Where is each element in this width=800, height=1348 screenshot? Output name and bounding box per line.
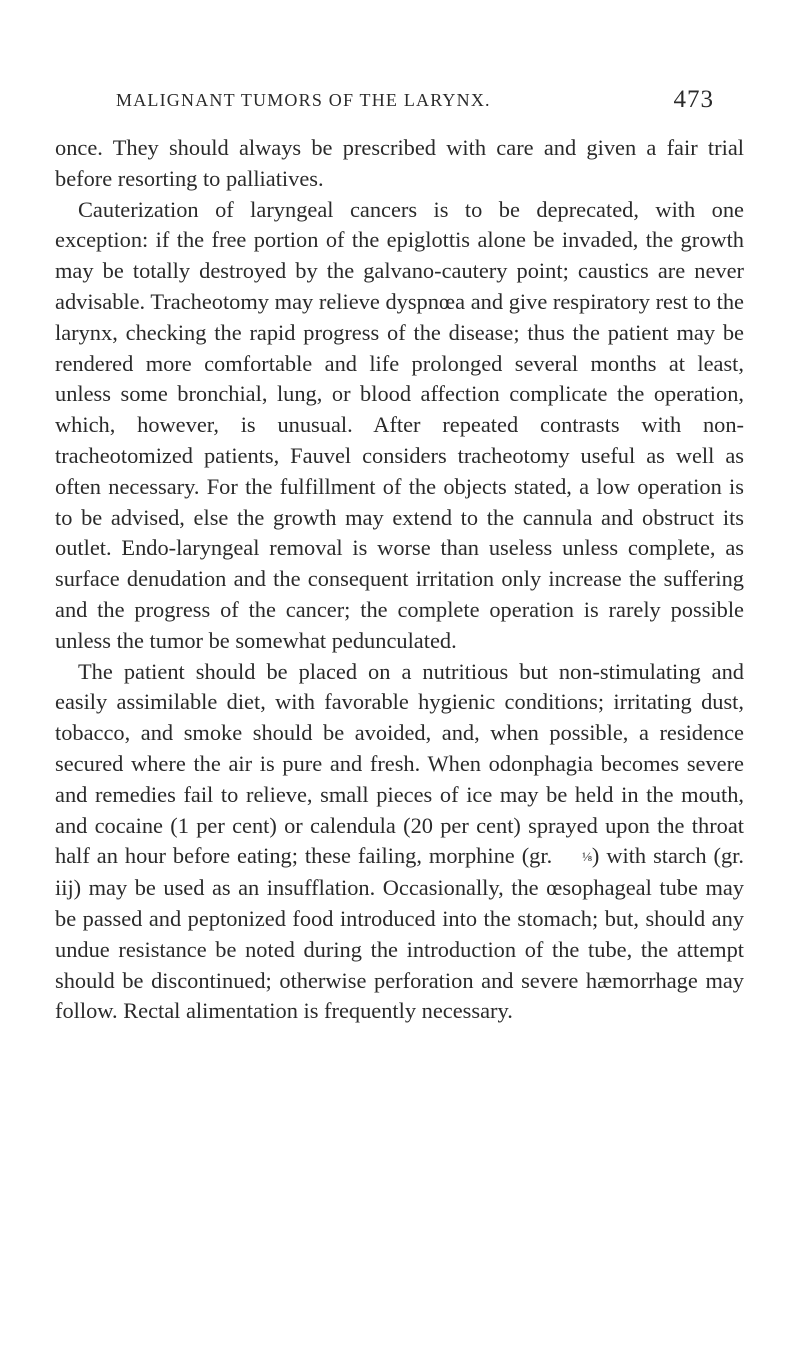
paragraph-diet-text-start: The patient should be placed on a nutritious but non-stimulating and easily assimilable diet, with favorable hygienic conditions; irritating dust, tobacco, and smoke should be avoided, and, when possible, a residence secured where the air is pure and fresh. When odonphagia becomes severe and remedies fail to relieve, small pieces of ice may be held in the mouth, and cocaine (1 per cent) or calendula (20 per cent) sprayed upon the throat half an hour before eating; these failing, morphine (gr. xyxy=(55,658,744,869)
paragraph-continuation: once. They should always be prescribed with care and given a fair trial before resorting to palliatives. xyxy=(55,135,744,191)
body-text xyxy=(55,133,744,1027)
paragraph-diet xyxy=(55,657,744,1028)
paragraph-cauterization: Cauterization of laryngeal cancers is to be deprecated, with one exception: if the free portion of the epiglottis alone be invaded, the growth may be totally destroyed by the galvano-cautery point; caustics are never advisable. Tracheotomy may relieve dyspnœa and give respiratory rest to the larynx, checking the rapid progress of the disease; thus the patient may be rendered more comfortable and life prolonged several months at least, unless some bronchial, lung, or blood affection complicate the operation, which, however, is unusual. After repeated contrasts with non-tracheotomized patients, Fauvel considers tracheotomy useful as well as often necessary. For the fulfillment of the objects stated, a low operation is to be advised, else the growth may extend to the cannula and obstruct its outlet. Endo-laryngeal removal is worse than useless unless complete, as surface denudation and the consequent irritation only increase the suffering and the progress of the cancer; the complete operation is rarely possible unless the tumor be somewhat pedunculated. xyxy=(55,196,744,653)
running-title: MALIGNANT TUMORS OF THE LARYNX. xyxy=(116,90,491,110)
page-number: 473 xyxy=(673,86,714,113)
paragraph-diet-text-end: ) with starch (gr. iij) may be used as an insufflation. Occasionally, the œsophageal tube may be passed and peptonized food introduced into the stomach; but, should any undue resistance be noted during the introduction of the tube, the attempt should be discontinued; otherwise perforation and severe hæmorrhage may follow. Rectal alimentation is frequently necessary. xyxy=(55,843,744,1024)
fraction-one-eighth: ⅛ xyxy=(582,849,592,865)
running-head xyxy=(0,80,800,120)
